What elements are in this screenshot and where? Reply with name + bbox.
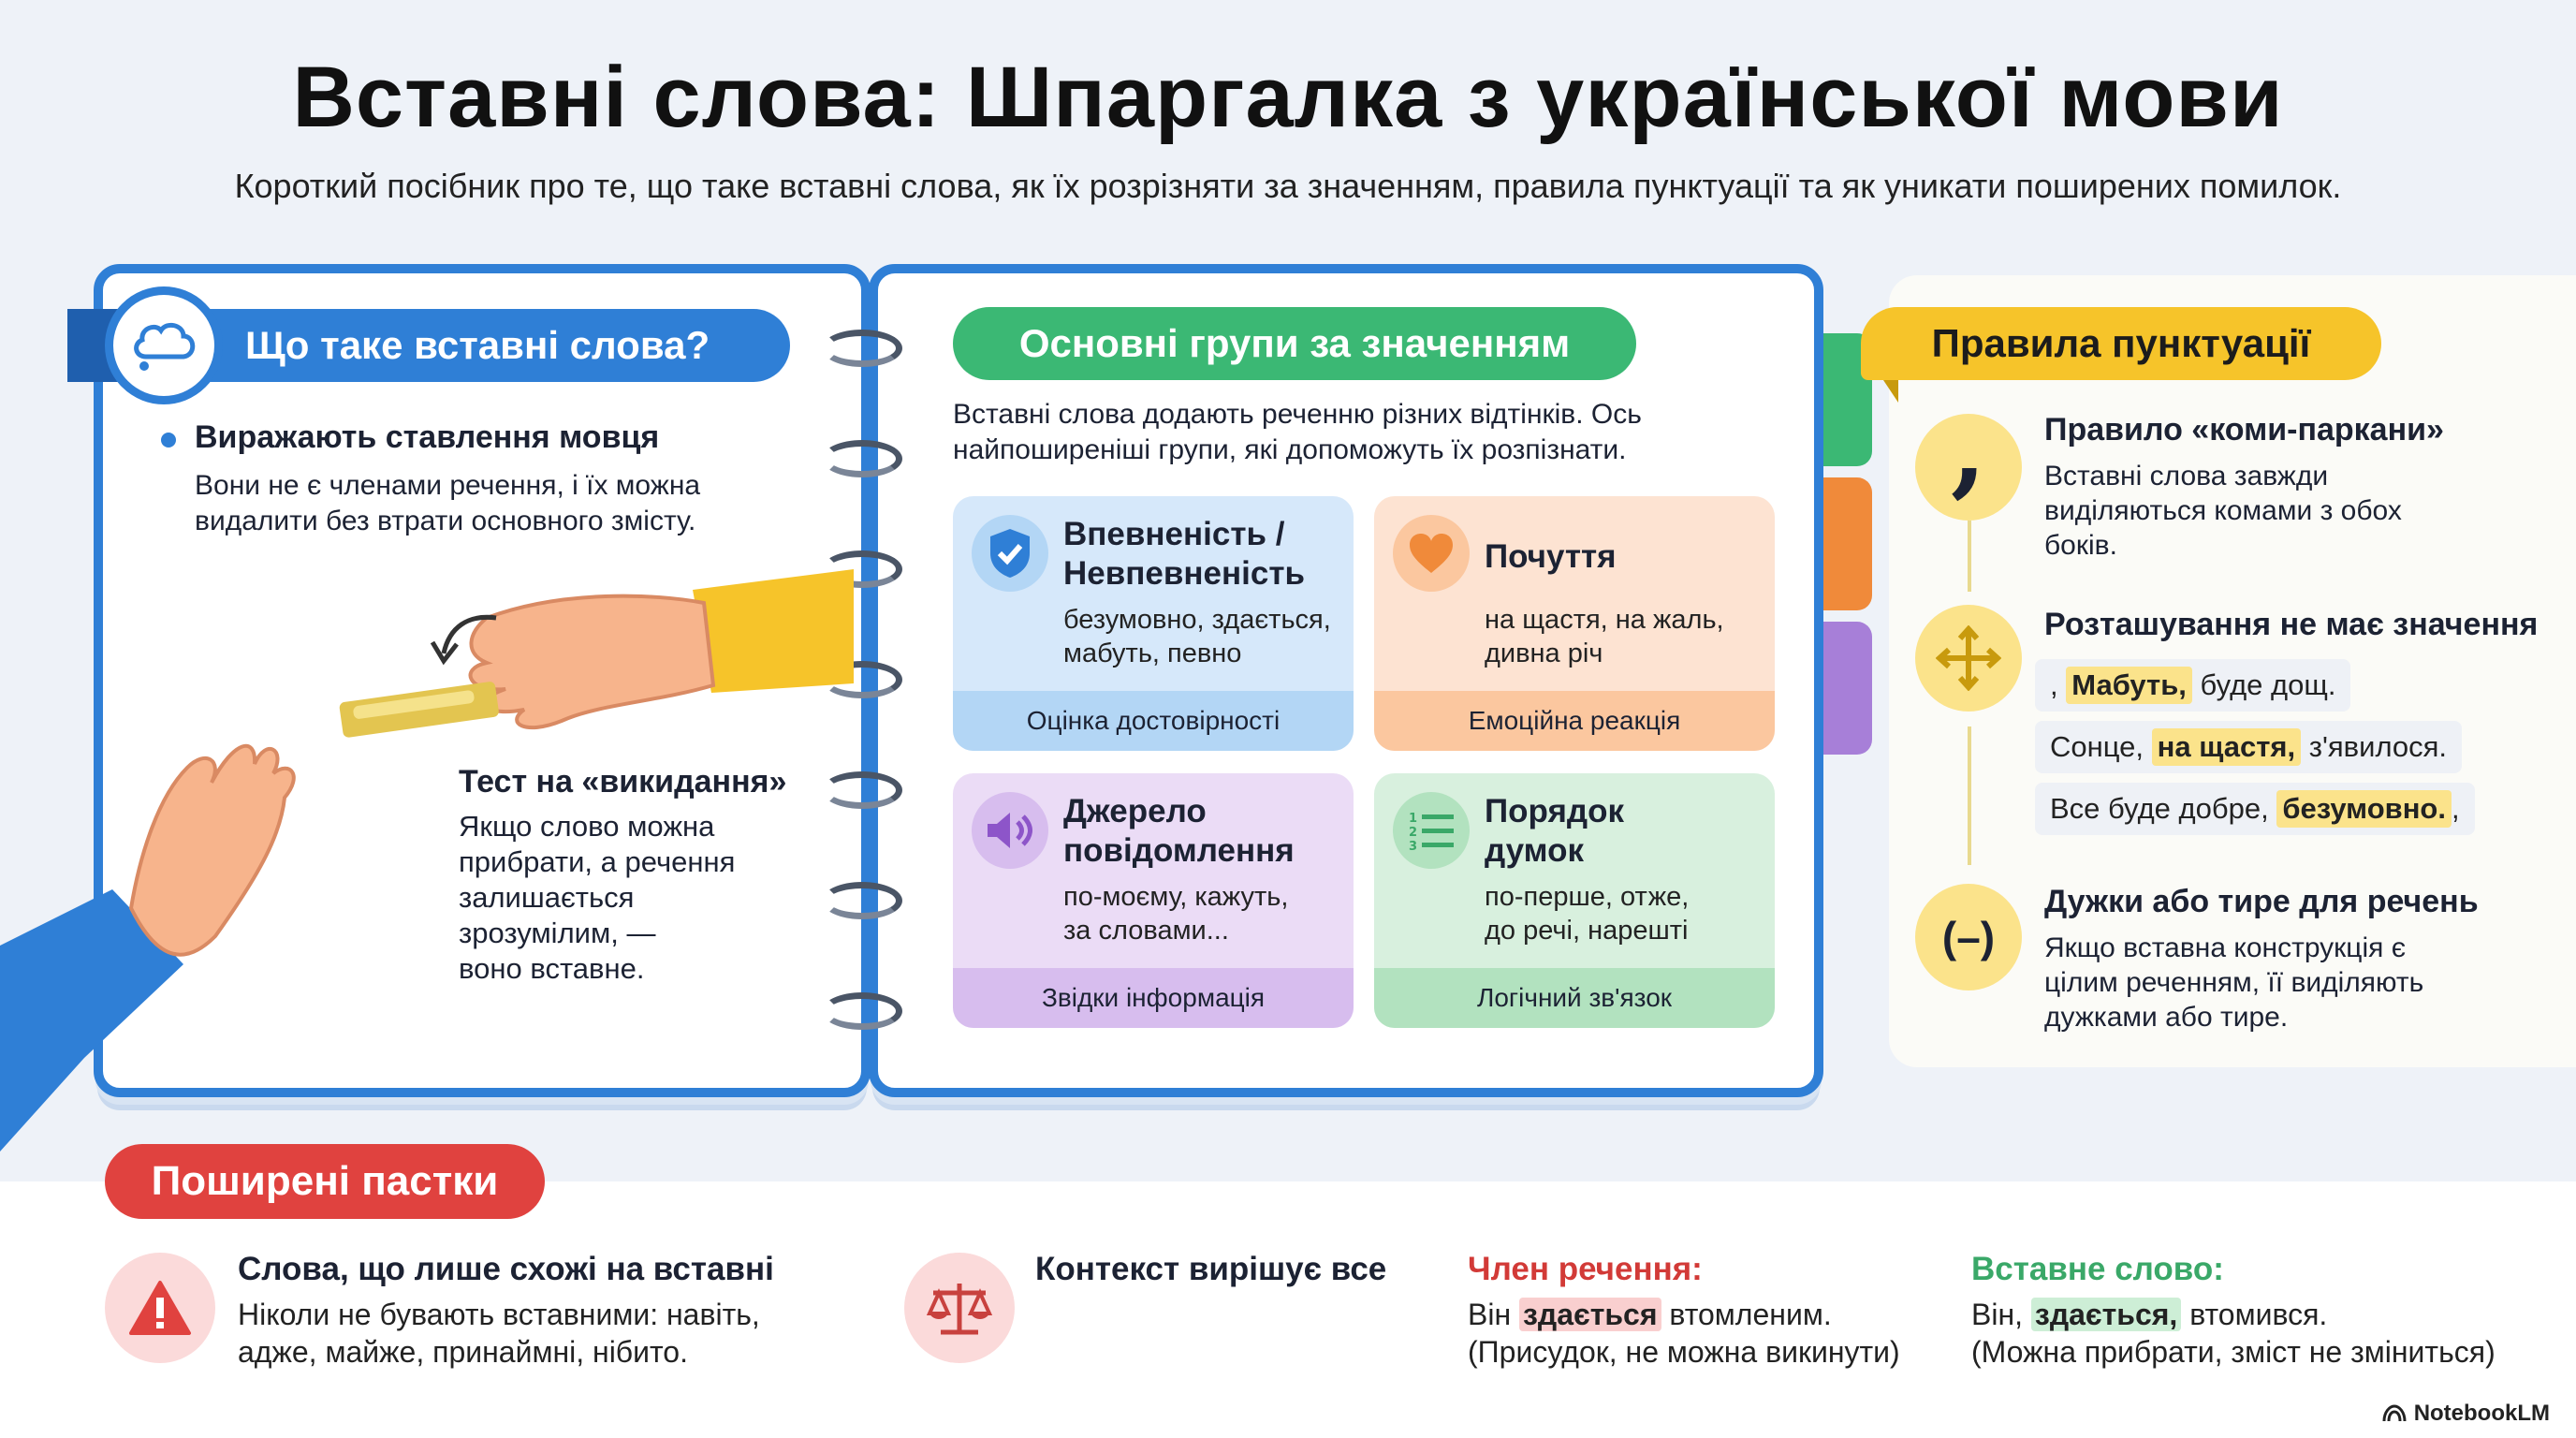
- notebooklm-logo-icon: [2382, 1404, 2407, 1423]
- binder-ring: [822, 440, 902, 477]
- insert-label: Вставне слово:: [1971, 1251, 2224, 1287]
- example-text: ,: [2050, 668, 2058, 701]
- rule3-body-line: цілим реченням, її виділяють: [2044, 967, 2424, 998]
- scales-icon: [904, 1253, 1015, 1363]
- example-text: ,: [2451, 792, 2460, 825]
- thought-bubble-icon: [105, 286, 223, 404]
- test-body-line: прибрати, а речення: [459, 845, 736, 878]
- member-example: [1468, 1296, 1900, 1371]
- group-card-examples: [1063, 880, 1288, 947]
- group-card-example-line: мабуть, певно: [1063, 638, 1242, 668]
- member-label: Член речення:: [1468, 1251, 1703, 1287]
- groups-intro-line: найпоширеніші групи, які допоможуть їх розпізнати.: [953, 434, 1627, 465]
- brand-watermark: [2382, 1401, 2550, 1427]
- group-card-footer: Оцінка достовірності: [953, 691, 1354, 751]
- group-card-title-line: Невпевненість: [1063, 555, 1305, 592]
- group-card-source: [953, 773, 1354, 1028]
- rule3-body-line: дужками або тире.: [2044, 1002, 2289, 1033]
- member-text: Він: [1468, 1298, 1512, 1331]
- example-text: Все буде добре,: [2050, 792, 2269, 825]
- notebook-tab-purple: [1823, 622, 1872, 755]
- group-card-title-line: Порядок: [1485, 793, 1624, 829]
- group-card-title-line: думок: [1485, 832, 1584, 869]
- rule1-body-line: боків.: [2044, 530, 2117, 561]
- group-card-example-line: по-перше, отже,: [1485, 882, 1690, 912]
- group-card-title: [1063, 792, 1295, 871]
- heart-icon: [1393, 515, 1470, 592]
- test-heading: Тест на «викидання»: [459, 764, 787, 800]
- rule1-body: [2044, 459, 2402, 563]
- warning-icon: [105, 1253, 215, 1363]
- svg-text:1: 1: [1409, 812, 1418, 826]
- svg-text:3: 3: [1409, 840, 1418, 852]
- test-body-line: Якщо слово можна: [459, 810, 715, 843]
- group-card-certainty: [953, 496, 1354, 751]
- group-card-feelings: [1374, 496, 1775, 751]
- group-card-footer: Логічний зв'язок: [1374, 968, 1775, 1028]
- section-what-header: [124, 309, 790, 382]
- page-subtitle: Короткий посібник про те, що таке вставні слова, як їх розрізняти за значенням, правила пунктуації та як уникати поширених помилок.: [234, 167, 2342, 205]
- group-card-title: [1063, 515, 1305, 594]
- trap1-body-line: Ніколи не бувають вставними: навіть,: [238, 1298, 760, 1331]
- binder-ring: [822, 330, 902, 367]
- member-note: (Присудок, не можна викинути): [1468, 1335, 1900, 1369]
- section-groups-header: [953, 307, 1636, 380]
- section-punct-title: Правила пунктуації: [1931, 321, 2311, 365]
- group-card-example-line: до речі, нарешті: [1485, 916, 1689, 946]
- rule1-heading: Правило «коми-паркани»: [2044, 412, 2444, 448]
- group-card-title-line: Джерело: [1063, 793, 1207, 829]
- section-what-title: Що таке вставні слова?: [245, 323, 710, 367]
- group-card-example-line: безумовно, здається,: [1063, 605, 1331, 635]
- group-card-footer: Емоційна реакція: [1374, 691, 1775, 751]
- test-body-line: зрозумілим, —: [459, 917, 656, 949]
- insert-text: Він,: [1971, 1298, 2024, 1331]
- example-highlight: на щастя,: [2152, 728, 2301, 766]
- insert-example: [1971, 1296, 2496, 1371]
- svg-text:2: 2: [1409, 826, 1418, 840]
- hands-illustration: [0, 552, 871, 1189]
- timeline-connector: [1968, 726, 1971, 865]
- example-chip: [2035, 783, 2475, 835]
- insert-highlight: здається,: [2031, 1298, 2181, 1331]
- parentheses-dash-icon: [1915, 884, 2022, 990]
- parentheses-glyph: (–): [1941, 913, 1996, 961]
- section-traps-header: [105, 1144, 545, 1219]
- move-arrows-icon: [1915, 605, 2022, 712]
- group-card-title: [1485, 792, 1624, 871]
- member-highlight: здається: [1519, 1298, 1661, 1331]
- comma-glyph: ,: [1950, 388, 1987, 508]
- group-card-examples: [1485, 603, 1724, 670]
- speaker-icon: [972, 792, 1048, 869]
- bullet-dot: [161, 433, 176, 448]
- trap1-heading: Слова, що лише схожі на вставні: [238, 1251, 774, 1287]
- rule1-body-line: Вставні слова завжди: [2044, 461, 2329, 492]
- group-card-example-line: дивна річ: [1485, 638, 1603, 668]
- group-card-example-line: на щастя, на жаль,: [1485, 605, 1724, 635]
- insert-note: (Можна прибрати, зміст не зміниться): [1971, 1335, 2496, 1369]
- group-card-order: [1374, 773, 1775, 1028]
- notebook-tab-orange: [1823, 477, 1872, 610]
- trap2-heading: Контекст вирішує все: [1035, 1251, 1387, 1287]
- section-traps-title: Поширені пастки: [151, 1158, 499, 1204]
- bullet-body-line: видалити без втрати основного змісту.: [195, 506, 696, 536]
- bullet-heading: Виражають ставлення мовця: [195, 419, 660, 455]
- example-chip: [2035, 721, 2462, 773]
- comma-icon: [1915, 388, 2022, 521]
- rule3-body: [2044, 931, 2423, 1034]
- rule2-heading: Розташування не має значення: [2044, 607, 2539, 642]
- groups-intro: [953, 397, 1642, 468]
- example-text: з'явилося.: [2308, 730, 2448, 763]
- example-chip: [2035, 659, 2350, 712]
- page-title: Вставні слова: Шпаргалка з української мови: [292, 50, 2284, 145]
- group-card-examples: [1063, 603, 1331, 670]
- example-highlight: безумовно.: [2276, 790, 2452, 828]
- trap1-body-line: адже, майже, принаймні, нібито.: [238, 1335, 688, 1369]
- brand-text: NotebookLM: [2413, 1401, 2550, 1426]
- group-card-title-line: повідомлення: [1063, 832, 1295, 869]
- group-card-title: Почуття: [1485, 538, 1617, 575]
- group-card-example-line: за словами...: [1063, 916, 1229, 946]
- groups-intro-line: Вставні слова додають реченню різних відтінків. Ось: [953, 399, 1642, 430]
- shield-check-icon: [972, 515, 1048, 592]
- test-body-line: залишається: [459, 881, 635, 914]
- example-text: буде дощ.: [2200, 668, 2336, 701]
- numbered-list-icon: [1393, 792, 1470, 869]
- rule1-body-line: виділяються комами з обох: [2044, 495, 2402, 526]
- bullet-body-line: Вони не є членами речення, і їх можна: [195, 470, 701, 501]
- member-text: втомленим.: [1669, 1298, 1832, 1331]
- timeline-connector: [1968, 521, 1971, 592]
- group-card-title-line: Впевненість /: [1063, 516, 1285, 552]
- rule3-body-line: Якщо вставна конструкція є: [2044, 932, 2407, 963]
- example-highlight: Мабуть,: [2066, 667, 2192, 704]
- bullet-body: [195, 468, 700, 539]
- example-text: Сонце,: [2050, 730, 2144, 763]
- group-card-example-line: по-моєму, кажуть,: [1063, 882, 1289, 912]
- section-punct-header: [1861, 307, 2381, 380]
- group-card-footer: Звідки інформація: [953, 968, 1354, 1028]
- section-groups-title: Основні групи за значенням: [1018, 321, 1571, 365]
- insert-text: втомився.: [2189, 1298, 2328, 1331]
- test-body-line: воно вставне.: [459, 952, 645, 985]
- group-card-examples: [1485, 880, 1689, 947]
- trap1-body: [238, 1296, 760, 1371]
- test-body: [459, 809, 735, 987]
- rule3-heading: Дужки або тире для речень: [2044, 884, 2479, 919]
